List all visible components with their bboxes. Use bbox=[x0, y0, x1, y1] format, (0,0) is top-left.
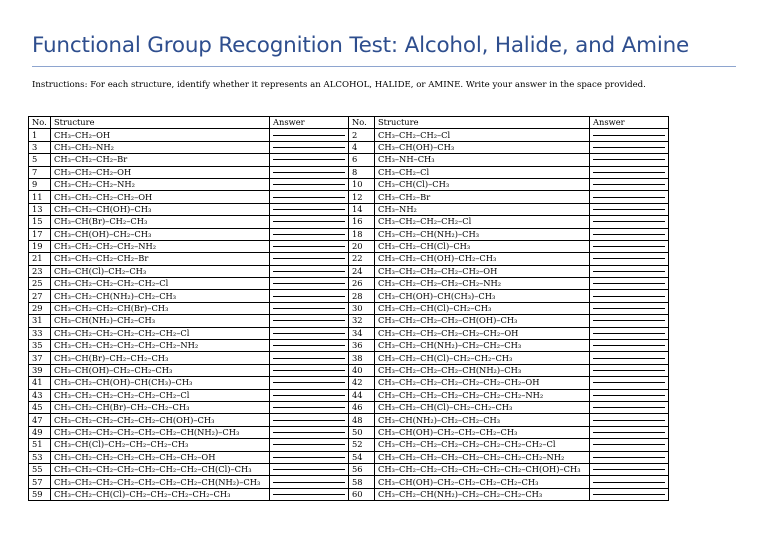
answer-line[interactable] bbox=[273, 296, 345, 297]
answer-line[interactable] bbox=[593, 382, 665, 383]
answer-line[interactable] bbox=[273, 345, 345, 346]
question-number: 53 bbox=[29, 451, 51, 463]
answer-line[interactable] bbox=[593, 308, 665, 309]
answer-line[interactable] bbox=[273, 494, 345, 495]
question-number: 40 bbox=[349, 364, 375, 376]
table-row bbox=[29, 389, 669, 401]
header-structure-right: Structure bbox=[375, 117, 590, 129]
structure-formula: CH₃–CH(Cl)–CH₃ bbox=[375, 178, 590, 190]
answer-line[interactable] bbox=[593, 444, 665, 445]
structure-formula: CH₃–CH(OH)–CH₃ bbox=[375, 141, 590, 153]
structure-formula: CH₃–CH₂–CH₂–CH₂–CH₂–OH bbox=[375, 265, 590, 277]
table-row bbox=[29, 203, 669, 215]
answer-line[interactable] bbox=[593, 358, 665, 359]
question-number: 15 bbox=[29, 216, 51, 228]
answer-line[interactable] bbox=[593, 246, 665, 247]
answer-line[interactable] bbox=[273, 407, 345, 408]
structure-formula: CH₃–CH₂–CH₂–CH₂–CH₂–Cl bbox=[51, 278, 270, 290]
table-row bbox=[29, 352, 669, 364]
structure-formula: CH₃–CH₂–CH(NH₂)–CH₃ bbox=[375, 228, 590, 240]
table-header-row bbox=[29, 117, 669, 129]
structure-formula: CH₃–CH(Br)–CH₂–CH₃ bbox=[51, 216, 270, 228]
answer-blank[interactable] bbox=[270, 364, 349, 376]
question-number: 16 bbox=[349, 216, 375, 228]
structure-formula: CH₃–CH₂–CH(OH)–CH₃ bbox=[51, 203, 270, 215]
structure-formula: CH₃–CH₂–CH₂–CH₂–CH₂–CH₂–CH₂–CH₂–NH₂ bbox=[375, 451, 590, 463]
question-number: 58 bbox=[349, 476, 375, 488]
answer-blank[interactable] bbox=[590, 203, 669, 215]
question-number: 20 bbox=[349, 240, 375, 252]
structure-formula: CH₃–CH₂–CH₂–CH₂–NH₂ bbox=[51, 240, 270, 252]
structure-formula: CH₃–CH₂–OH bbox=[51, 129, 270, 141]
structure-formula: CH₃–CH₂–CH(NH₂)–CH₂–CH₃ bbox=[51, 290, 270, 302]
question-number: 21 bbox=[29, 253, 51, 265]
structure-formula: CH₃–CH₂–CH₂–CH₂–CH₂–CH₂–CH₂–CH(NH₂)–CH₃ bbox=[51, 476, 270, 488]
table-row bbox=[29, 327, 669, 339]
answer-blank[interactable] bbox=[590, 265, 669, 277]
answer-blank[interactable] bbox=[590, 278, 669, 290]
table-row bbox=[29, 253, 669, 265]
answer-blank[interactable] bbox=[270, 240, 349, 252]
table-row bbox=[29, 178, 669, 190]
question-number: 52 bbox=[349, 439, 375, 451]
answer-line[interactable] bbox=[593, 333, 665, 334]
answer-blank[interactable] bbox=[270, 154, 349, 166]
question-number: 43 bbox=[29, 389, 51, 401]
page-title: Functional Group Recognition Test: Alcohol, Halide, and Amine bbox=[32, 33, 690, 58]
question-number: 31 bbox=[29, 315, 51, 327]
answer-line[interactable] bbox=[593, 209, 665, 210]
answer-blank[interactable] bbox=[270, 178, 349, 190]
answer-line[interactable] bbox=[273, 197, 345, 198]
answer-blank[interactable] bbox=[270, 166, 349, 178]
question-number: 35 bbox=[29, 340, 51, 352]
answer-line[interactable] bbox=[273, 333, 345, 334]
answer-line[interactable] bbox=[593, 370, 665, 371]
question-number: 24 bbox=[349, 265, 375, 277]
answer-blank[interactable] bbox=[590, 315, 669, 327]
answer-blank[interactable] bbox=[590, 426, 669, 438]
structure-formula: CH₃–CH₂–CH₂–CH₂–CH₂–CH₂–CH(NH₂)–CH₃ bbox=[51, 426, 270, 438]
answer-blank[interactable] bbox=[590, 389, 669, 401]
header-answer-right: Answer bbox=[590, 117, 669, 129]
table-row bbox=[29, 463, 669, 475]
answer-line[interactable] bbox=[273, 358, 345, 359]
question-number: 42 bbox=[349, 377, 375, 389]
question-number: 1 bbox=[29, 129, 51, 141]
answer-blank[interactable] bbox=[270, 426, 349, 438]
answer-blank[interactable] bbox=[270, 265, 349, 277]
table-row bbox=[29, 290, 669, 302]
question-number: 29 bbox=[29, 302, 51, 314]
answer-blank[interactable] bbox=[270, 463, 349, 475]
answer-blank[interactable] bbox=[590, 476, 669, 488]
question-number: 51 bbox=[29, 439, 51, 451]
question-number: 37 bbox=[29, 352, 51, 364]
question-number: 32 bbox=[349, 315, 375, 327]
table-row bbox=[29, 377, 669, 389]
question-number: 57 bbox=[29, 476, 51, 488]
answer-line[interactable] bbox=[273, 432, 345, 433]
question-number: 39 bbox=[29, 364, 51, 376]
answer-blank[interactable] bbox=[590, 364, 669, 376]
answer-line[interactable] bbox=[593, 482, 665, 483]
structure-formula: CH₃–CH₂–CH₂–CH₂–CH₂–CH₂–Cl bbox=[51, 327, 270, 339]
table-row bbox=[29, 154, 669, 166]
structure-formula: CH₃–CH₂–CH₂–NH₂ bbox=[51, 178, 270, 190]
table-row bbox=[29, 340, 669, 352]
structure-formula: CH₃–CH₂–CH₂–Br bbox=[51, 154, 270, 166]
title-divider bbox=[32, 66, 736, 67]
structure-formula: CH₃–CH₂–CH(Cl)–CH₃ bbox=[375, 240, 590, 252]
table-row bbox=[29, 426, 669, 438]
structure-formula: CH₃–CH₂–CH(Cl)–CH₂–CH₂–CH₃ bbox=[375, 352, 590, 364]
answer-blank[interactable] bbox=[270, 401, 349, 413]
answer-line[interactable] bbox=[593, 172, 665, 173]
structure-formula: CH₃–CH₂–CH₂–Cl bbox=[375, 129, 590, 141]
question-number: 55 bbox=[29, 463, 51, 475]
answer-blank[interactable] bbox=[590, 414, 669, 426]
answer-line[interactable] bbox=[273, 159, 345, 160]
question-number: 27 bbox=[29, 290, 51, 302]
header-structure-left: Structure bbox=[51, 117, 270, 129]
answer-line[interactable] bbox=[273, 444, 345, 445]
answer-line[interactable] bbox=[593, 135, 665, 136]
question-number: 34 bbox=[349, 327, 375, 339]
table-row bbox=[29, 265, 669, 277]
answer-blank[interactable] bbox=[270, 253, 349, 265]
question-number: 11 bbox=[29, 191, 51, 203]
answer-line[interactable] bbox=[273, 283, 345, 284]
answer-line[interactable] bbox=[593, 221, 665, 222]
question-rows bbox=[29, 129, 669, 501]
table-row bbox=[29, 191, 669, 203]
question-number: 22 bbox=[349, 253, 375, 265]
question-number: 33 bbox=[29, 327, 51, 339]
structure-formula: CH₃–CH₂–CH(NH₂)–CH₂–CH₂–CH₂–CH₃ bbox=[375, 488, 590, 500]
answer-blank[interactable] bbox=[270, 451, 349, 463]
answer-line[interactable] bbox=[273, 184, 345, 185]
answer-line[interactable] bbox=[593, 395, 665, 396]
structure-formula: CH₃–CH(OH)–CH(CH₃)–CH₃ bbox=[375, 290, 590, 302]
answer-blank[interactable] bbox=[270, 476, 349, 488]
question-number: 4 bbox=[349, 141, 375, 153]
answer-line[interactable] bbox=[593, 420, 665, 421]
answer-blank[interactable] bbox=[270, 340, 349, 352]
question-number: 6 bbox=[349, 154, 375, 166]
structure-formula: CH₃–CH₂–CH₂–CH₂–CH₂–CH₂–CH₂–CH(OH)–CH₃ bbox=[375, 463, 590, 475]
answer-line[interactable] bbox=[273, 370, 345, 371]
structure-formula: CH₃–CH₂–Br bbox=[375, 191, 590, 203]
question-number: 2 bbox=[349, 129, 375, 141]
structure-formula: CH₃–CH₂–CH₂–CH₂–CH₂–CH₂–CH₂–OH bbox=[375, 377, 590, 389]
structure-formula: CH₃–CH₂–CH(OH)–CH(CH₃)–CH₃ bbox=[51, 377, 270, 389]
structure-formula: CH₃–CH₂–CH(Br)–CH₂–CH₂–CH₃ bbox=[51, 401, 270, 413]
answer-line[interactable] bbox=[593, 147, 665, 148]
instructions-text: Instructions: For each structure, identify whether it represents an ALCOHOL, HALIDE, or AMINE. Write your answer in the space provided. bbox=[32, 80, 646, 90]
structure-formula: CH₃–CH₂–CH(NH₂)–CH₂–CH₂–CH₃ bbox=[375, 340, 590, 352]
question-number: 13 bbox=[29, 203, 51, 215]
answer-blank[interactable] bbox=[270, 228, 349, 240]
answer-blank[interactable] bbox=[270, 377, 349, 389]
question-number: 50 bbox=[349, 426, 375, 438]
answer-blank[interactable] bbox=[590, 488, 669, 500]
answer-line[interactable] bbox=[273, 382, 345, 383]
table-row bbox=[29, 302, 669, 314]
question-number: 17 bbox=[29, 228, 51, 240]
table-row bbox=[29, 315, 669, 327]
question-number: 36 bbox=[349, 340, 375, 352]
table-row bbox=[29, 488, 669, 500]
structure-formula: CH₃–CH₂–CH(Cl)–CH₂–CH₂–CH₂–CH₂–CH₃ bbox=[51, 488, 270, 500]
answer-line[interactable] bbox=[593, 184, 665, 185]
answer-line[interactable] bbox=[273, 147, 345, 148]
answer-line[interactable] bbox=[273, 172, 345, 173]
answer-line[interactable] bbox=[273, 420, 345, 421]
table-row bbox=[29, 439, 669, 451]
structure-formula: CH₃–CH₂–CH₂–CH₂–CH(OH)–CH₃ bbox=[375, 315, 590, 327]
answer-line[interactable] bbox=[273, 234, 345, 235]
answer-line[interactable] bbox=[593, 197, 665, 198]
structure-formula: CH₃–CH₂–CH₂–CH₂–CH₂–CH₂–OH bbox=[375, 327, 590, 339]
structure-formula: CH₃–CH(Br)–CH₂–CH₂–CH₃ bbox=[51, 352, 270, 364]
answer-blank[interactable] bbox=[270, 327, 349, 339]
question-number: 7 bbox=[29, 166, 51, 178]
question-number: 19 bbox=[29, 240, 51, 252]
header-answer-left: Answer bbox=[270, 117, 349, 129]
answer-line[interactable] bbox=[593, 258, 665, 259]
question-number: 5 bbox=[29, 154, 51, 166]
structure-formula: CH₃–CH₂–CH₂–CH₂–CH₂–CH₂–CH₂–CH₂–Cl bbox=[375, 439, 590, 451]
structure-formula: CH₃–CH₂–CH₂–CH₂–OH bbox=[51, 191, 270, 203]
answer-blank[interactable] bbox=[270, 439, 349, 451]
question-number: 48 bbox=[349, 414, 375, 426]
structure-formula: CH₃–CH₂–CH₂–CH₂–CH₂–CH₂–Cl bbox=[51, 389, 270, 401]
answer-line[interactable] bbox=[593, 457, 665, 458]
question-number: 56 bbox=[349, 463, 375, 475]
table-row bbox=[29, 278, 669, 290]
table-row bbox=[29, 476, 669, 488]
structure-formula: CH₃–CH(OH)–CH₂–CH₃ bbox=[51, 228, 270, 240]
table-row bbox=[29, 228, 669, 240]
question-number: 10 bbox=[349, 178, 375, 190]
question-number: 28 bbox=[349, 290, 375, 302]
structure-formula: CH₃–CH₂–CH₂–CH(Br)–CH₃ bbox=[51, 302, 270, 314]
table-row bbox=[29, 364, 669, 376]
answer-line[interactable] bbox=[273, 246, 345, 247]
question-number: 49 bbox=[29, 426, 51, 438]
answer-blank[interactable] bbox=[590, 129, 669, 141]
structure-formula: CH₃–CH₂–CH₂–OH bbox=[51, 166, 270, 178]
answer-line[interactable] bbox=[593, 407, 665, 408]
header-no-left: No. bbox=[29, 117, 51, 129]
answer-blank[interactable] bbox=[270, 191, 349, 203]
answer-line[interactable] bbox=[273, 395, 345, 396]
structure-formula: CH₃–CH₂–CH₂–CH₂–Br bbox=[51, 253, 270, 265]
header-no-right: No. bbox=[349, 117, 375, 129]
question-number: 25 bbox=[29, 278, 51, 290]
answer-line[interactable] bbox=[593, 271, 665, 272]
answer-blank[interactable] bbox=[590, 253, 669, 265]
answer-line[interactable] bbox=[593, 320, 665, 321]
answer-blank[interactable] bbox=[270, 302, 349, 314]
answer-blank[interactable] bbox=[590, 463, 669, 475]
structure-formula: CH₃–CH(Cl)–CH₂–CH₂–CH₂–CH₃ bbox=[51, 439, 270, 451]
question-number: 12 bbox=[349, 191, 375, 203]
structure-formula: CH₃–CH₂–CH₂–CH₂–CH₂–CH(OH)–CH₃ bbox=[51, 414, 270, 426]
answer-blank[interactable] bbox=[590, 340, 669, 352]
answer-blank[interactable] bbox=[590, 191, 669, 203]
answer-blank[interactable] bbox=[590, 352, 669, 364]
answer-line[interactable] bbox=[273, 457, 345, 458]
question-number: 26 bbox=[349, 278, 375, 290]
answer-blank[interactable] bbox=[590, 439, 669, 451]
table-row bbox=[29, 451, 669, 463]
table-row bbox=[29, 141, 669, 153]
answer-blank[interactable] bbox=[590, 451, 669, 463]
structure-formula: CH₃–CH₂–CH₂–CH₂–CH₂–CH₂–CH₂–CH(Cl)–CH₃ bbox=[51, 463, 270, 475]
answer-line[interactable] bbox=[273, 221, 345, 222]
table-row bbox=[29, 166, 669, 178]
question-number: 23 bbox=[29, 265, 51, 277]
structure-formula: CH₃–CH₂–CH(Cl)–CH₂–CH₃ bbox=[375, 302, 590, 314]
question-number: 8 bbox=[349, 166, 375, 178]
answer-blank[interactable] bbox=[590, 154, 669, 166]
table-row bbox=[29, 240, 669, 252]
structure-formula: CH₃–CH₂–NH₂ bbox=[51, 141, 270, 153]
structure-formula: CH₃–CH₂–CH(OH)–CH₂–CH₃ bbox=[375, 253, 590, 265]
table-row bbox=[29, 129, 669, 141]
answer-blank[interactable] bbox=[270, 203, 349, 215]
answer-line[interactable] bbox=[273, 320, 345, 321]
answer-blank[interactable] bbox=[590, 178, 669, 190]
question-number: 14 bbox=[349, 203, 375, 215]
answer-blank[interactable] bbox=[590, 377, 669, 389]
answer-blank[interactable] bbox=[270, 352, 349, 364]
structure-formula: CH₃–CH₂–CH₂–CH₂–CH(NH₂)–CH₃ bbox=[375, 364, 590, 376]
table-row bbox=[29, 414, 669, 426]
answer-blank[interactable] bbox=[270, 389, 349, 401]
answer-blank[interactable] bbox=[270, 278, 349, 290]
answer-blank[interactable] bbox=[590, 228, 669, 240]
answer-line[interactable] bbox=[273, 135, 345, 136]
answer-blank[interactable] bbox=[270, 216, 349, 228]
answer-blank[interactable] bbox=[590, 401, 669, 413]
answer-blank[interactable] bbox=[270, 488, 349, 500]
answer-line[interactable] bbox=[593, 283, 665, 284]
question-number: 3 bbox=[29, 141, 51, 153]
answer-line[interactable] bbox=[593, 494, 665, 495]
question-number: 47 bbox=[29, 414, 51, 426]
question-number: 59 bbox=[29, 488, 51, 500]
structure-formula: CH₃–CH(OH)–CH₂–CH₂–CH₃ bbox=[51, 364, 270, 376]
structure-formula: CH₃–CH₂–Cl bbox=[375, 166, 590, 178]
answer-line[interactable] bbox=[593, 345, 665, 346]
answer-blank[interactable] bbox=[590, 240, 669, 252]
question-number: 18 bbox=[349, 228, 375, 240]
answer-line[interactable] bbox=[273, 209, 345, 210]
structure-formula: CH₃–CH₂–CH₂–CH₂–Cl bbox=[375, 216, 590, 228]
answer-line[interactable] bbox=[273, 469, 345, 470]
answer-blank[interactable] bbox=[590, 327, 669, 339]
answer-line[interactable] bbox=[593, 234, 665, 235]
question-number: 45 bbox=[29, 401, 51, 413]
question-number: 30 bbox=[349, 302, 375, 314]
structure-formula: CH₃–CH(OH)–CH₂–CH₂–CH₂–CH₃ bbox=[375, 426, 590, 438]
structure-formula: CH₃–CH₂–CH₂–CH₂–CH₂–NH₂ bbox=[375, 278, 590, 290]
question-table bbox=[28, 116, 669, 501]
structure-formula: CH₃–CH(NH₂)–CH₂–CH₂–CH₃ bbox=[375, 414, 590, 426]
structure-formula: CH₃–CH₂–CH₂–CH₂–CH₂–CH₂–CH₂–NH₂ bbox=[375, 389, 590, 401]
table-row bbox=[29, 216, 669, 228]
answer-line[interactable] bbox=[593, 159, 665, 160]
answer-blank[interactable] bbox=[590, 141, 669, 153]
answer-line[interactable] bbox=[593, 432, 665, 433]
structure-formula: CH₃–CH(NH₂)–CH₂–CH₃ bbox=[51, 315, 270, 327]
answer-blank[interactable] bbox=[270, 290, 349, 302]
question-number: 41 bbox=[29, 377, 51, 389]
question-number: 60 bbox=[349, 488, 375, 500]
answer-blank[interactable] bbox=[270, 315, 349, 327]
answer-line[interactable] bbox=[273, 271, 345, 272]
question-number: 38 bbox=[349, 352, 375, 364]
structure-formula: CH₃–CH₂–CH₂–CH₂–CH₂–CH₂–NH₂ bbox=[51, 340, 270, 352]
structure-formula: CH₃–CH₂–CH(Cl)–CH₂–CH₂–CH₃ bbox=[375, 401, 590, 413]
structure-formula: CH₃–NH–CH₃ bbox=[375, 154, 590, 166]
question-number: 46 bbox=[349, 401, 375, 413]
structure-formula: CH₃–CH(Cl)–CH₂–CH₃ bbox=[51, 265, 270, 277]
answer-line[interactable] bbox=[593, 469, 665, 470]
answer-line[interactable] bbox=[593, 296, 665, 297]
question-number: 9 bbox=[29, 178, 51, 190]
structure-formula: CH₃–CH₂–CH₂–CH₂–CH₂–CH₂–CH₂–OH bbox=[51, 451, 270, 463]
answer-blank[interactable] bbox=[590, 216, 669, 228]
answer-blank[interactable] bbox=[590, 302, 669, 314]
answer-line[interactable] bbox=[273, 482, 345, 483]
answer-blank[interactable] bbox=[270, 129, 349, 141]
answer-blank[interactable] bbox=[270, 141, 349, 153]
structure-formula: CH₃–NH₂ bbox=[375, 203, 590, 215]
structure-formula: CH₃–CH(OH)–CH₂–CH₂–CH₂–CH₂–CH₃ bbox=[375, 476, 590, 488]
answer-blank[interactable] bbox=[590, 290, 669, 302]
answer-blank[interactable] bbox=[590, 166, 669, 178]
answer-blank[interactable] bbox=[270, 414, 349, 426]
question-number: 54 bbox=[349, 451, 375, 463]
answer-line[interactable] bbox=[273, 258, 345, 259]
table-row bbox=[29, 401, 669, 413]
answer-line[interactable] bbox=[273, 308, 345, 309]
question-number: 44 bbox=[349, 389, 375, 401]
